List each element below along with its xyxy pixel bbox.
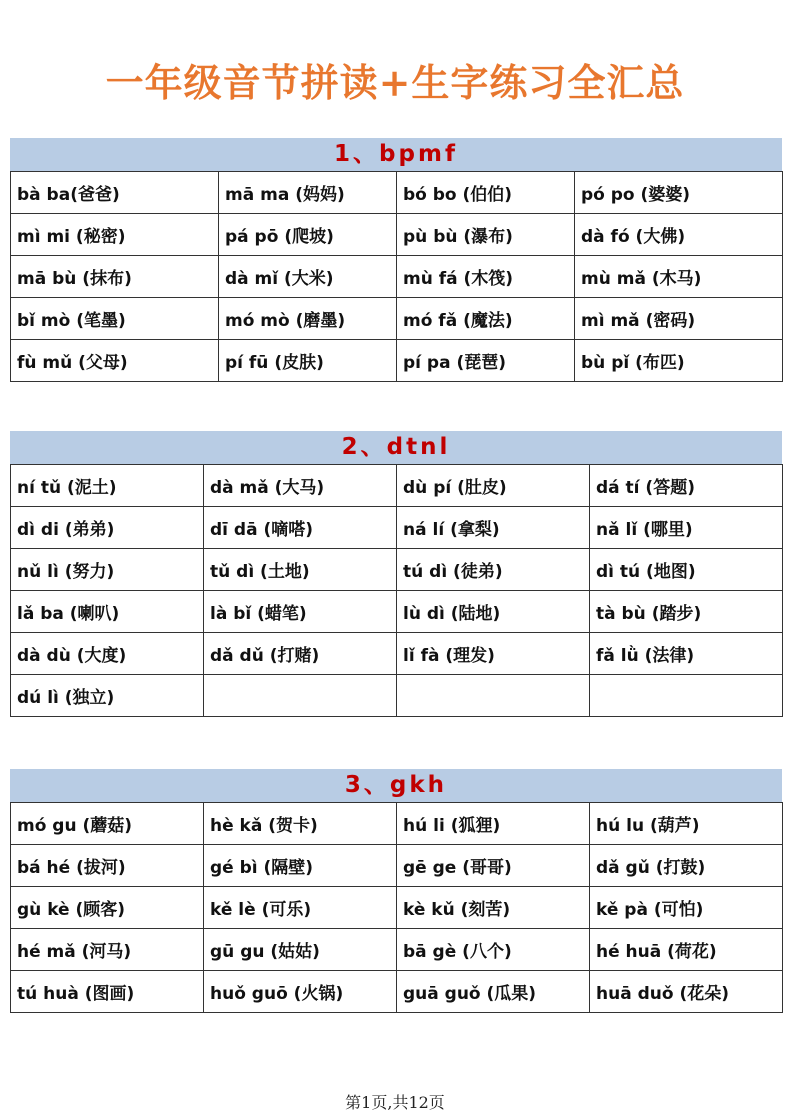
table-cell: dì di (弟弟) (11, 507, 204, 549)
table-cell: gē ge (哥哥) (397, 845, 590, 887)
page-title: 一年级音节拼读+生字练习全汇总 (105, 60, 685, 105)
table-cell: gū gu (姑姑) (204, 929, 397, 971)
table-cell: bà ba(爸爸) (11, 172, 219, 214)
table-cell: bā gè (八个) (397, 929, 590, 971)
table-cell: kě pà (可怕) (590, 887, 783, 929)
table-cell: pá pō (爬坡) (219, 214, 397, 256)
table-row (11, 507, 783, 549)
table-cell: ná lí (拿梨) (397, 507, 590, 549)
table-cell: mā bù (抹布) (11, 256, 219, 298)
table-row (11, 549, 783, 591)
table-cell: kè kǔ (刻苦) (397, 887, 590, 929)
table-cell: mì mǎ (密码) (575, 298, 783, 340)
table-row (11, 845, 783, 887)
table-row (11, 971, 783, 1013)
table-row (11, 340, 783, 382)
table-cell: mù fá (木筏) (397, 256, 575, 298)
table-cell: dú lì (独立) (11, 675, 204, 717)
table-cell: huā duǒ (花朵) (590, 971, 783, 1013)
table-cell: bó bo (伯伯) (397, 172, 575, 214)
section-header: 3、gkh (10, 769, 782, 802)
section-dtnl (10, 431, 782, 717)
table-cell: bù pǐ (布匹) (575, 340, 783, 382)
table-cell: pó po (婆婆) (575, 172, 783, 214)
table-row (11, 298, 783, 340)
table-cell: lǎ ba (喇叭) (11, 591, 204, 633)
table-cell: tǔ dì (土地) (204, 549, 397, 591)
table-cell: mā ma (妈妈) (219, 172, 397, 214)
table-row (11, 591, 783, 633)
table-cell: tú dì (徒弟) (397, 549, 590, 591)
table-row (11, 172, 783, 214)
table-cell: là bǐ (蜡笔) (204, 591, 397, 633)
table-cell: hú li (狐狸) (397, 803, 590, 845)
table-cell: dà mǐ (大米) (219, 256, 397, 298)
table-cell: dī dā (嘀嗒) (204, 507, 397, 549)
table-cell: bá hé (拔河) (11, 845, 204, 887)
table-cell: gù kè (顾客) (11, 887, 204, 929)
table-cell: fù mǔ (父母) (11, 340, 219, 382)
table-row (11, 465, 783, 507)
table-cell: guā guǒ (瓜果) (397, 971, 590, 1013)
table-row (11, 633, 783, 675)
table-cell: bǐ mò (笔墨) (11, 298, 219, 340)
section-header: 1、bpmf (10, 138, 782, 171)
table-cell: hé huā (荷花) (590, 929, 783, 971)
table-cell: dà dù (大度) (11, 633, 204, 675)
table-cell: dǎ dǔ (打赌) (204, 633, 397, 675)
table-row (11, 256, 783, 298)
table-cell: ní tǔ (泥土) (11, 465, 204, 507)
table-row (11, 675, 783, 717)
table-cell: tà bù (踏步) (590, 591, 783, 633)
table-row (11, 214, 783, 256)
table-cell: hè kǎ (贺卡) (204, 803, 397, 845)
table-cell: nǔ lì (努力) (11, 549, 204, 591)
syllable-table (10, 464, 783, 717)
table-cell: lù dì (陆地) (397, 591, 590, 633)
table-cell: lǐ fà (理发) (397, 633, 590, 675)
table-cell: dì tú (地图) (590, 549, 783, 591)
table-cell: dù pí (肚皮) (397, 465, 590, 507)
table-cell: mó fǎ (魔法) (397, 298, 575, 340)
syllable-table (10, 802, 783, 1013)
section-header: 2、dtnl (10, 431, 782, 464)
table-cell: dǎ gǔ (打鼓) (590, 845, 783, 887)
table-row (11, 803, 783, 845)
section-gkh (10, 769, 782, 1013)
table-cell: fǎ lǜ (法律) (590, 633, 783, 675)
table-cell: dà fó (大佛) (575, 214, 783, 256)
table-cell: mó mò (磨墨) (219, 298, 397, 340)
table-row (11, 929, 783, 971)
table-cell: huǒ guō (火锅) (204, 971, 397, 1013)
table-cell: dá tí (答题) (590, 465, 783, 507)
section-bpmf (10, 138, 782, 382)
table-cell: hú lu (葫芦) (590, 803, 783, 845)
table-cell: mó gu (蘑菇) (11, 803, 204, 845)
table-cell: gé bì (隔壁) (204, 845, 397, 887)
table-cell: hé mǎ (河马) (11, 929, 204, 971)
page-footer: 第1页,共12页 (345, 1093, 445, 1112)
table-cell: pí pa (琵琶) (397, 340, 575, 382)
table-cell: kě lè (可乐) (204, 887, 397, 929)
table-cell: mì mi (秘密) (11, 214, 219, 256)
table-cell-empty (204, 675, 397, 717)
table-cell-empty (397, 675, 590, 717)
syllable-table (10, 171, 783, 382)
table-cell-empty (590, 675, 783, 717)
table-cell: mù mǎ (木马) (575, 256, 783, 298)
table-cell: pí fū (皮肤) (219, 340, 397, 382)
table-cell: nǎ lǐ (哪里) (590, 507, 783, 549)
table-cell: tú huà (图画) (11, 971, 204, 1013)
table-cell: dà mǎ (大马) (204, 465, 397, 507)
table-row (11, 887, 783, 929)
table-cell: pù bù (瀑布) (397, 214, 575, 256)
